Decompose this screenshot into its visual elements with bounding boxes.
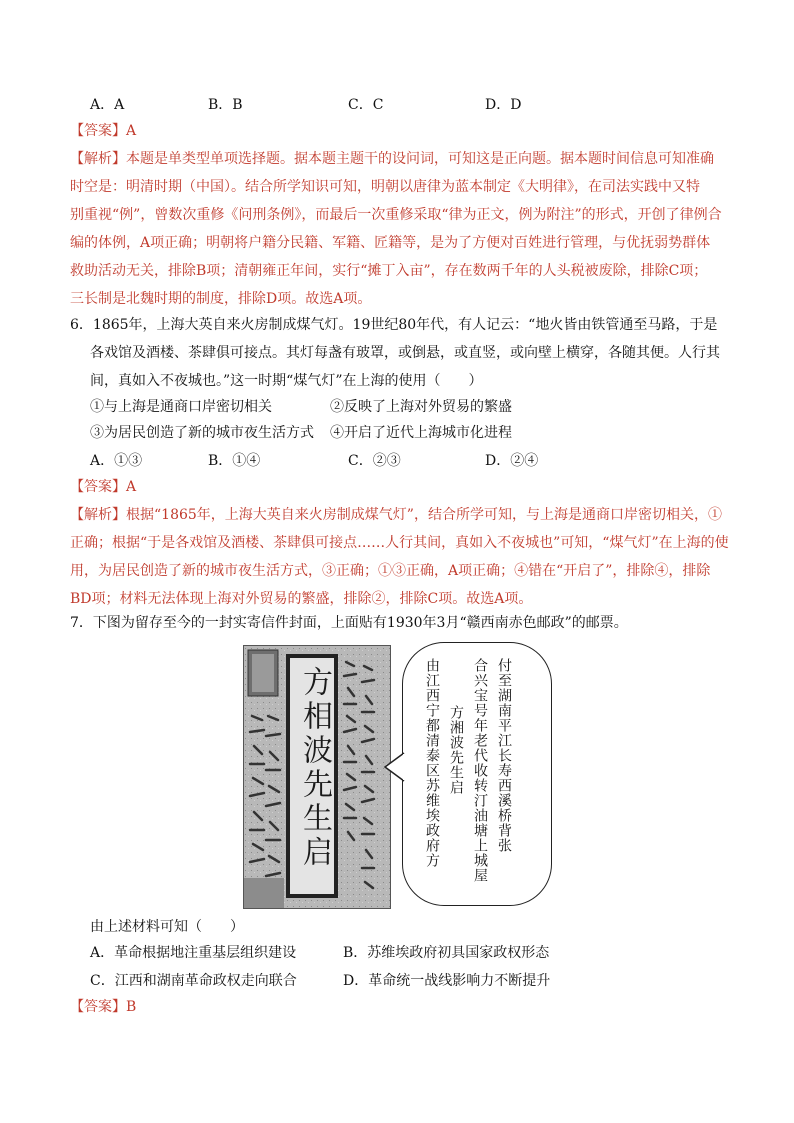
q7-option-a: A．革命根据地注重基层组织建设 [90,945,297,961]
answer-value: B [126,999,137,1015]
analysis-tag: 【解析】 [70,151,126,167]
answer-value: A [126,123,137,139]
q6-answer [70,478,136,496]
q6-option-b: B．①④ [208,453,261,469]
q6-analysis-line-1 [70,506,722,524]
q7-option-d: D．革命统一战线影响力不断提升 [343,973,551,989]
q6-analysis-line-4: BD项；材料无法体现上海对外贸易的繁盛，排除②，排除C项。故选A项。 [70,591,533,607]
analysis-text: 根据“1865年，上海大英自来火房制成煤气灯”，结合所学可知，与上海是通商口岸密切相关，① [126,507,722,523]
q5-analysis-line-3: 别重视“例”，曾数次重修《问刑条例》，而最后一次重修采取“律为正文，例为附注”的形式，开创了律例合 [70,207,722,223]
answer-value: A [126,479,137,495]
q5-analysis-line-5: 救助活动无关，排除B项；清朝雍正年间，实行“摊丁入亩”，存在数两千年的人头税被废除，排除C项； [70,263,708,279]
bubble-col-4: 由江西宁都清泰区苏维埃政府方 [424,658,440,868]
q5-analysis-line-2: 时空是：明清时期（中国）。结合所学知识可知，明朝以唐律为蓝本制定《大明律》，在司法实践中又特 [70,179,700,195]
q6-statement-2: ②反映了上海对外贸易的繁盛 [330,399,512,415]
q7-option-c: C．江西和湖南革命政权走向联合 [90,973,297,989]
q5-analysis-line-4: 编的体例，A项正确；明朝将户籍分民籍、军籍、匠籍等，是为了方便对百姓进行管理，与优抚弱势群体 [70,235,711,251]
bubble-col-1: 付至湖南平江长寿西溪桥背张 [496,658,512,853]
q6-stem-line-1: 6．1865年，上海大英自来火房制成煤气灯。19世纪80年代，有人记云：“地火皆由铁管通至马路，于是 [70,317,718,333]
q6-statements-row-1 [90,398,512,416]
analysis-tag: 【解析】 [70,507,126,523]
q6-option-d: D．②④ [485,453,539,469]
q5-option-c: C．C [348,97,384,113]
q6-option-c: C．②③ [348,453,401,469]
q7-options-row-1 [90,944,549,962]
envelope-photo-icon [243,645,391,909]
q6-statements-row-2 [90,424,512,442]
q6-options [90,452,538,470]
q7-answer [70,998,136,1016]
q6-stem-line-2: 各戏馆及酒楼、茶肆俱可接点。其灯每盏有玻罩，或倒悬，或直竖，或向壁上横穿，各随其便。人行其 [90,345,720,361]
q5-option-a: A．A [90,97,125,113]
analysis-text: 本题是单类型单项选择题。据本题主题干的设问词，可知这是正向题。据本题时间信息可知准确 [126,151,714,167]
q5-options [90,96,521,114]
q5-analysis-line-6: 三长制是北魏时期的制度，排除D项。故选A项。 [70,291,372,307]
q5-option-d: D．D [485,97,522,113]
q6-statement-3: ③为居民创造了新的城市夜生活方式 [90,425,314,441]
q5-option-b: B．B [208,97,243,113]
answer-tag: 【答案】 [70,123,126,139]
q7-options-row-2 [90,972,550,990]
bubble-col-2: 合兴宝号年老代收转汀油塘上城屋 [472,658,488,883]
bubble-col-3: 方湘波先生启 [448,705,464,795]
q6-statement-1: ①与上海是通商口岸密切相关 [90,399,272,415]
q7-option-b: B．苏维埃政府初具国家政权形态 [343,945,550,961]
q5-analysis-line-1 [70,150,714,168]
q7-stem: 7．下图为留存至今的一封实寄信件封面，上面贴有1930年3月“赣西南赤色邮政”的邮票。 [70,615,628,631]
answer-tag: 【答案】 [70,999,126,1015]
speech-bubble-tail [383,752,405,782]
answer-tag: 【答案】 [70,479,126,495]
envelope-name-text: 方相波先生启 [297,666,332,870]
q6-statement-4: ④开启了近代上海城市化进程 [330,425,512,441]
q6-analysis-line-3: 用，为居民创造了新的城市夜生活方式，③正确；①③正确，A项正确；④错在“开启了”，排除④，排除 [70,563,711,579]
q6-stem-line-3: 间，真如入不夜城也。”这一时期“煤气灯”在上海的使用（ ） [90,373,483,389]
q7-question: 由上述材料可知（ ） [90,919,244,935]
q6-option-a: A．①③ [90,453,143,469]
q6-analysis-line-2: 正确；根据“于是各戏馆及酒楼、茶肆俱可接点……人行其间，真如入不夜城也”可知，“煤气灯”在上海的使 [70,535,729,551]
q5-answer [70,122,136,140]
